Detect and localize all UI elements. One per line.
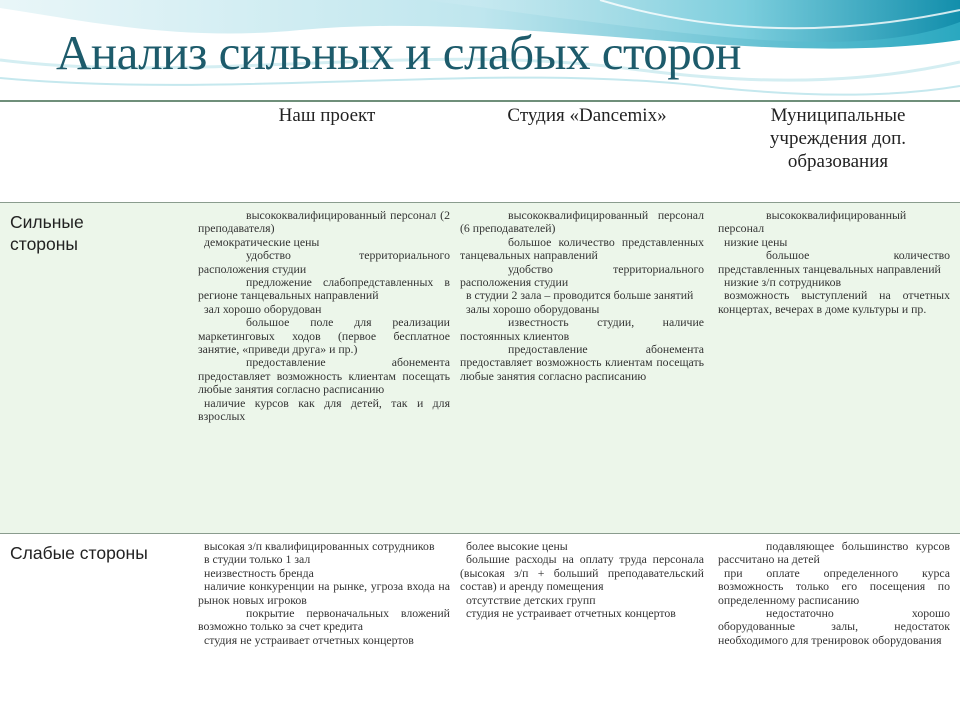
- list-item: большое поле для реализации маркетинговых ходов (первое бесплатное занятие, «приведи друга» и пр.): [198, 315, 450, 357]
- column-header-dancemix: Студия «Dancemix»: [458, 101, 716, 203]
- list-item: в студии 2 зала – проводится больше занятий: [466, 288, 694, 303]
- list-item: низкие цены: [724, 234, 788, 249]
- strengths-label-cell: Сильные стороны: [0, 203, 196, 534]
- weaknesses-dancemix-cell: [458, 534, 716, 720]
- list-item: возможность выступлений на отчетных концертах, вечерах в доме культуры и пр.: [718, 288, 950, 316]
- list-item: неизвестность бренда: [204, 565, 314, 580]
- list-item: в студии только 1 зал: [204, 552, 311, 567]
- list-item: высококвалифицированный персонал (2 преподавателя): [198, 208, 450, 236]
- list-item: предложение слабопредставленных в регионе танцевальных направлений: [198, 275, 450, 303]
- corner-cell: [0, 101, 196, 203]
- list-item: известность студии, наличие постоянных клиентов: [460, 315, 704, 343]
- table-header-row: [0, 101, 960, 203]
- weaknesses-municipal-cell: [716, 534, 960, 720]
- list-item: высокая з/п квалифицированных сотрудников: [204, 539, 435, 553]
- list-item: наличие курсов как для детей, так и для взрослых: [198, 395, 450, 424]
- comparison-table: [0, 100, 960, 720]
- list-item: большое количество представленных танцевальных направлений: [718, 248, 950, 276]
- list-item: предоставление абонемента предоставляет возможность клиентам посещать любые занятия согласно расписанию: [460, 342, 704, 383]
- list-item: низкие з/п сотрудников: [724, 275, 842, 290]
- slide-title: Анализ сильных и слабых сторон: [56, 25, 741, 80]
- list-item: студия не устраивает отчетных концертов: [466, 606, 676, 621]
- list-item: более высокие цены: [466, 539, 568, 553]
- column-header-municipal: Муниципальные учреждения доп. образования: [716, 101, 960, 203]
- list-item: удобство территориального расположения студии: [198, 248, 450, 276]
- strengths-our-cell: [196, 203, 458, 534]
- list-item: отсутствие детских групп: [466, 592, 596, 607]
- list-item: студия не устраивает отчетных концертов: [204, 632, 414, 647]
- list-item: недостаточно хорошо оборудованные залы, недостаток необходимого для тренировок оборудования: [718, 606, 950, 647]
- list-item: предоставление абонемента предоставляет возможность клиентам посещать любые занятия согласно расписанию: [198, 355, 450, 397]
- list-item: демократические цены: [204, 234, 320, 249]
- list-item: удобство территориального расположения студии: [460, 261, 704, 290]
- list-item: наличие конкуренции на рынке, угроза входа на рынок новых игроков: [198, 579, 450, 607]
- list-item: зал хорошо оборудован: [204, 301, 322, 316]
- list-item: высококвалифицированный персонал: [718, 208, 907, 236]
- strengths-dancemix-cell: [458, 203, 716, 534]
- weaknesses-label-cell: Слабые стороны: [0, 534, 196, 720]
- list-item: подавляющее большинство курсов рассчитано на детей: [718, 539, 950, 567]
- list-item: большое количество представленных танцевальных направлений: [460, 234, 704, 263]
- list-item: покрытие первоначальных вложений возможно только за счет кредита: [198, 606, 450, 634]
- list-item: большие расходы на оплату труда персонала (высокая з/п + больший преподавательский состав) и аренду помещения: [460, 552, 704, 594]
- list-item: высококвалифицированный персонал (6 преподавателей): [460, 208, 704, 236]
- weaknesses-our-cell: [196, 534, 458, 720]
- column-header-our-project: Наш проект: [196, 101, 458, 203]
- list-item: залы хорошо оборудованы: [466, 301, 600, 316]
- strengths-row: [0, 203, 960, 534]
- strengths-municipal-cell: [716, 203, 960, 534]
- list-item: при оплате определенного курса возможность только его посещения по определенному расписанию: [718, 565, 950, 607]
- weaknesses-row: [0, 534, 960, 720]
